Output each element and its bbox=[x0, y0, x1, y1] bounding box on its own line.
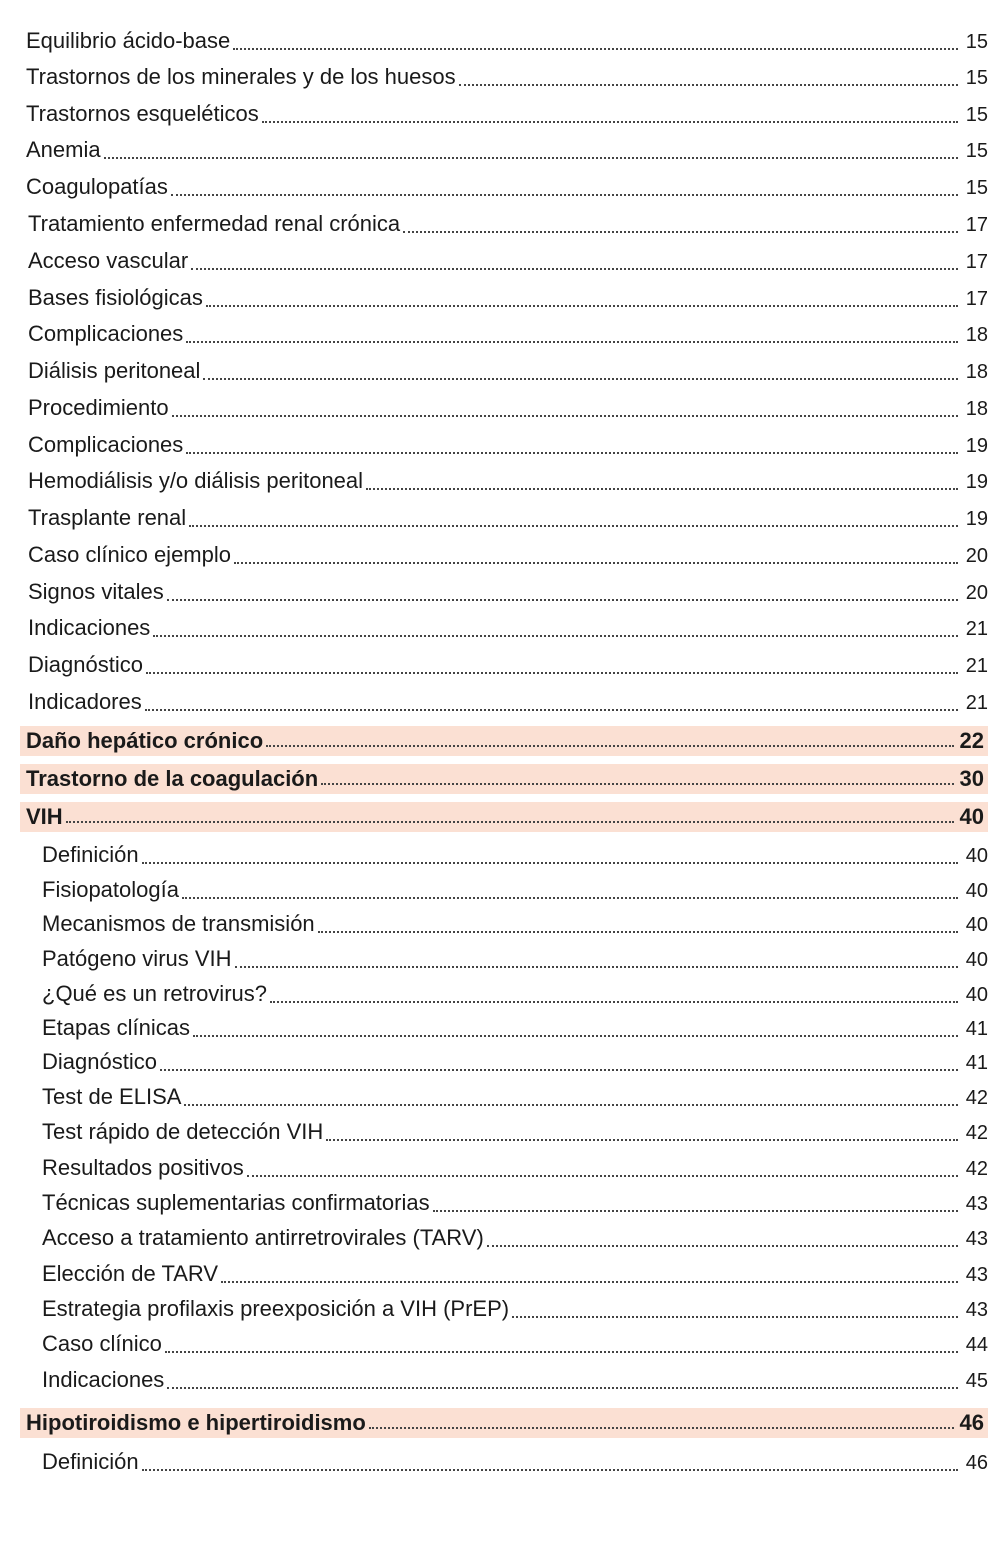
toc-entry[interactable] bbox=[20, 63, 988, 92]
toc-entry[interactable] bbox=[20, 945, 988, 974]
dot-leader bbox=[235, 966, 958, 968]
toc-entry-page: 40 bbox=[965, 949, 988, 971]
toc-chapter-page: 22 bbox=[959, 728, 984, 753]
toc-entry-label: Resultados positivos bbox=[42, 1155, 244, 1180]
toc-entry-label: Patógeno virus VIH bbox=[42, 946, 232, 971]
toc-entry-label: Trastornos esqueléticos bbox=[26, 101, 259, 126]
toc-entry-page: 18 bbox=[965, 324, 988, 346]
toc-entry-page: 19 bbox=[965, 508, 988, 530]
toc-entry-label: Bases fisiológicas bbox=[28, 285, 203, 310]
toc-entry[interactable] bbox=[20, 1154, 988, 1183]
dot-leader bbox=[66, 821, 954, 823]
toc-entry[interactable] bbox=[20, 980, 988, 1009]
dot-leader bbox=[145, 709, 958, 711]
toc-entry-label: Coagulopatías bbox=[26, 174, 168, 199]
toc-chapter-label: Hipotiroidismo e hipertiroidismo bbox=[26, 1410, 366, 1435]
dot-leader bbox=[403, 231, 958, 233]
toc-entry-label: Indicaciones bbox=[28, 615, 151, 640]
dot-leader bbox=[233, 48, 958, 50]
toc-chapter[interactable] bbox=[20, 802, 988, 832]
toc-chapter[interactable] bbox=[20, 1408, 988, 1438]
dot-leader bbox=[146, 672, 958, 674]
toc-entry-label: Definición bbox=[42, 1449, 139, 1474]
dot-leader bbox=[433, 1210, 958, 1212]
dot-leader bbox=[326, 1139, 958, 1141]
dot-leader bbox=[234, 562, 958, 564]
toc-entry-label: Indicaciones bbox=[42, 1367, 165, 1392]
dot-leader bbox=[321, 783, 954, 785]
toc-chapter-label: VIH bbox=[26, 804, 63, 829]
toc-entry-label: Tratamiento enfermedad renal crónica bbox=[28, 211, 401, 236]
toc-entry-page: 44 bbox=[965, 1334, 988, 1356]
dot-leader bbox=[206, 305, 958, 307]
toc-entry[interactable] bbox=[20, 1366, 988, 1395]
toc-entry[interactable] bbox=[20, 1083, 988, 1112]
toc-entry-page: 20 bbox=[965, 582, 988, 604]
toc-entry[interactable] bbox=[20, 284, 988, 313]
toc-entry[interactable] bbox=[20, 173, 988, 202]
dot-leader bbox=[203, 378, 958, 380]
dot-leader bbox=[142, 1469, 958, 1471]
toc-entry[interactable] bbox=[20, 1224, 988, 1253]
dot-leader bbox=[270, 1001, 958, 1003]
toc-chapter[interactable] bbox=[20, 764, 988, 794]
toc-chapter-label: Trastorno de la coagulación bbox=[26, 766, 319, 791]
toc-entry-page: 40 bbox=[965, 880, 988, 902]
dot-leader bbox=[184, 1104, 958, 1106]
toc-entry[interactable] bbox=[20, 467, 988, 496]
toc-entry[interactable] bbox=[20, 1014, 988, 1043]
toc-entry-label: Complicaciones bbox=[28, 321, 184, 346]
toc-entry-label: Etapas clínicas bbox=[42, 1015, 190, 1040]
toc-entry-page: 45 bbox=[965, 1370, 988, 1392]
toc-entry-label: Test de ELISA bbox=[42, 1084, 182, 1109]
toc-entry[interactable] bbox=[20, 357, 988, 386]
dot-leader bbox=[459, 84, 958, 86]
toc-entry-page: 17 bbox=[965, 288, 988, 310]
toc-chapter-page: 30 bbox=[959, 766, 984, 791]
toc-entry-label: Elección de TARV bbox=[42, 1261, 219, 1286]
toc-entry-page: 43 bbox=[965, 1299, 988, 1321]
dot-leader bbox=[221, 1281, 958, 1283]
toc-entry-page: 40 bbox=[965, 845, 988, 867]
dot-leader bbox=[247, 1175, 958, 1177]
toc-entry-label: Caso clínico bbox=[42, 1331, 162, 1356]
dot-leader bbox=[193, 1035, 958, 1037]
dot-leader bbox=[366, 488, 958, 490]
toc-entry[interactable] bbox=[20, 100, 988, 129]
toc-entry-label: Definición bbox=[42, 842, 139, 867]
dot-leader bbox=[165, 1351, 958, 1353]
toc-entry-page: 21 bbox=[965, 655, 988, 677]
toc-entry-page: 41 bbox=[965, 1052, 988, 1074]
toc-entry[interactable] bbox=[20, 614, 988, 643]
dot-leader bbox=[189, 525, 958, 527]
dot-leader bbox=[318, 931, 958, 933]
toc-entry-page: 42 bbox=[965, 1087, 988, 1109]
toc-entry-page: 15 bbox=[965, 31, 988, 53]
toc-entry[interactable] bbox=[20, 841, 988, 870]
toc-entry[interactable] bbox=[20, 136, 988, 165]
toc-entry-label: Indicadores bbox=[28, 689, 142, 714]
toc-entry-page: 42 bbox=[965, 1122, 988, 1144]
toc-entry-label: ¿Qué es un retrovirus? bbox=[42, 981, 267, 1006]
toc-entry-label: Signos vitales bbox=[28, 579, 164, 604]
toc-entry[interactable] bbox=[20, 651, 988, 680]
toc-entry-page: 20 bbox=[965, 545, 988, 567]
toc-entry-label: Complicaciones bbox=[28, 432, 184, 457]
toc-entry-page: 15 bbox=[965, 104, 988, 126]
toc-entry-page: 43 bbox=[965, 1193, 988, 1215]
toc-chapter[interactable] bbox=[20, 726, 988, 756]
toc-chapter-label: Daño hepático crónico bbox=[26, 728, 264, 753]
dot-leader bbox=[266, 745, 954, 747]
toc-entry-label: Técnicas suplementarias confirmatorias bbox=[42, 1190, 430, 1215]
toc-entry-label: Acceso vascular bbox=[28, 248, 189, 273]
toc-entry-page: 46 bbox=[965, 1452, 988, 1474]
toc-entry[interactable] bbox=[20, 541, 988, 570]
dot-leader bbox=[104, 157, 958, 159]
toc-entry-label: Test rápido de detección VIH bbox=[42, 1119, 324, 1144]
toc-entry-page: 42 bbox=[965, 1158, 988, 1180]
toc-chapter-page: 40 bbox=[959, 804, 984, 829]
toc-entry-label: Equilibrio ácido-base bbox=[26, 28, 231, 53]
toc-entry-label: Diagnóstico bbox=[42, 1049, 157, 1074]
toc-entry[interactable] bbox=[20, 27, 988, 56]
toc-entry[interactable] bbox=[20, 1260, 988, 1289]
toc-entry-label: Acceso a tratamiento antirretrovirales (TARV) bbox=[42, 1225, 484, 1250]
dot-leader bbox=[142, 862, 958, 864]
toc-entry-label: Trastornos de los minerales y de los huesos bbox=[26, 64, 456, 89]
toc-entry[interactable] bbox=[20, 1448, 988, 1477]
dot-leader bbox=[167, 599, 958, 601]
toc-entry[interactable] bbox=[20, 320, 988, 349]
toc-entry[interactable] bbox=[20, 876, 988, 905]
toc-entry-page: 15 bbox=[965, 140, 988, 162]
toc-entry[interactable] bbox=[20, 394, 988, 423]
toc-entry-page: 21 bbox=[965, 692, 988, 714]
dot-leader bbox=[172, 415, 958, 417]
toc-entry-label: Estrategia profilaxis preexposición a VIH (PrEP) bbox=[42, 1296, 510, 1321]
toc-entry-page: 40 bbox=[965, 984, 988, 1006]
toc-entry-label: Diagnóstico bbox=[28, 652, 143, 677]
toc-entry-page: 17 bbox=[965, 214, 988, 236]
toc-entry-label: Procedimiento bbox=[28, 395, 169, 420]
toc-entry[interactable] bbox=[20, 1189, 988, 1218]
dot-leader bbox=[160, 1069, 958, 1071]
toc-entry-page: 15 bbox=[965, 67, 988, 89]
toc-entry-page: 43 bbox=[965, 1264, 988, 1286]
toc-entry-page: 21 bbox=[965, 618, 988, 640]
dot-leader bbox=[153, 635, 958, 637]
dot-leader bbox=[369, 1427, 954, 1429]
dot-leader bbox=[167, 1387, 958, 1389]
toc-entry-label: Mecanismos de transmisión bbox=[42, 911, 315, 936]
toc-entry[interactable] bbox=[20, 504, 988, 533]
dot-leader bbox=[487, 1245, 958, 1247]
toc-entry[interactable] bbox=[20, 688, 988, 717]
toc-entry-label: Hemodiálisis y/o diálisis peritoneal bbox=[28, 468, 364, 493]
toc-entry[interactable] bbox=[20, 431, 988, 460]
toc-entry-label: Anemia bbox=[26, 137, 101, 162]
dot-leader bbox=[512, 1316, 958, 1318]
toc-entry[interactable] bbox=[20, 210, 988, 239]
dot-leader bbox=[186, 452, 958, 454]
dot-leader bbox=[171, 194, 958, 196]
toc-entry-page: 15 bbox=[965, 177, 988, 199]
toc-entry-label: Diálisis peritoneal bbox=[28, 358, 201, 383]
dot-leader bbox=[186, 341, 958, 343]
toc-entry-page: 19 bbox=[965, 435, 988, 457]
toc-entry[interactable] bbox=[20, 247, 988, 276]
dot-leader bbox=[262, 121, 958, 123]
toc-entry-page: 40 bbox=[965, 914, 988, 936]
toc-entry[interactable] bbox=[20, 1118, 988, 1147]
toc-entry-page: 43 bbox=[965, 1228, 988, 1250]
toc-entry-page: 17 bbox=[965, 251, 988, 273]
toc-chapter-page: 46 bbox=[959, 1410, 984, 1435]
toc-entry-label: Fisiopatología bbox=[42, 877, 179, 902]
toc-entry-page: 18 bbox=[965, 398, 988, 420]
toc-entry[interactable] bbox=[20, 1295, 988, 1324]
toc-entry[interactable] bbox=[20, 1048, 988, 1077]
toc-entry-page: 19 bbox=[965, 471, 988, 493]
toc-entry[interactable] bbox=[20, 578, 988, 607]
toc-entry[interactable] bbox=[20, 910, 988, 939]
toc-entry-page: 41 bbox=[965, 1018, 988, 1040]
toc-entry-label: Caso clínico ejemplo bbox=[28, 542, 231, 567]
toc-entry[interactable] bbox=[20, 1330, 988, 1359]
dot-leader bbox=[182, 897, 958, 899]
toc-entry-page: 18 bbox=[965, 361, 988, 383]
toc-entry-label: Trasplante renal bbox=[28, 505, 187, 530]
dot-leader bbox=[191, 268, 958, 270]
